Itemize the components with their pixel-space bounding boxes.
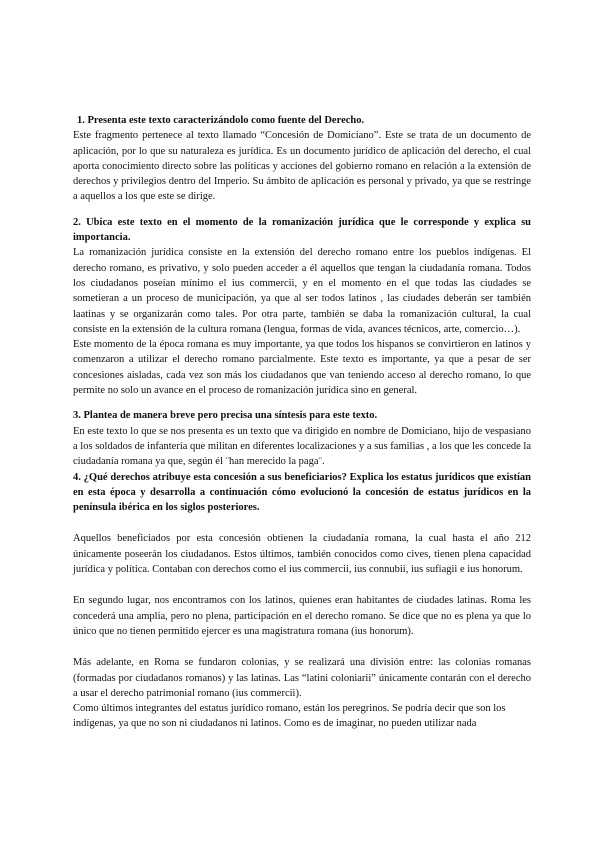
question-2-paragraph-1: La romanización jurídica consiste en la extensión del derecho romano entre los pueblos indígenas. El derecho romano, es privativo, y solo pueden acceder a él aquellos que tengan la ciudadanía romana. Todos los ciudadanos poseían mínimo el ius commercii, y en el momento en el que todas las ciudades se sometieran a un proceso de municipación, ya que al ser todos latinos , las ciudades deberán ser también laatinas y se organizarán como tales. Por otra parte, también se daba la romanización cultural, la cual consiste en la extensión de la cultura romana (lengua, formas de vida, avances técnicos, arte, comercio…). <box>73 247 531 335</box>
question-1-heading: 1. Presenta este texto caracterizándolo como fuente del Derecho. <box>77 115 365 126</box>
question-4-paragraph-2: En segundo lugar, nos encontramos con los latinos, quienes eran habitantes de ciudades latinas. Roma les concederá una amplia, pero no plena, participación en el derecho romano. Se dice que no es plena ya que lo único que no tienen permitido ejercer es una magistratura romana (ius honorum). <box>73 595 531 637</box>
document-body <box>73 113 531 732</box>
spacer <box>73 515 531 531</box>
question-4-paragraph-4: Como últimos integrantes del estatus jurídico romano, están los peregrinos. Se podría decir que son los indígenas, ya que no son ni ciudadanos ni latinos. Como es de imaginar, no pueden utilizar nada <box>73 703 506 730</box>
question-2-heading: 2. Ubica este texto en el momento de la romanización jurídica que le corresponde y explica su importancia. <box>73 216 531 244</box>
spacer <box>73 205 531 215</box>
question-4-heading: 4. ¿Qué derechos atribuye esta concesión a sus beneficiarios? Explica los estatus jurídicos que existían en esta época y desarrolla a continuación cómo evolucionó la concesión de estatus jurídicos en la península ibérica en los siglos posteriores. <box>73 471 531 514</box>
spacer <box>73 398 531 408</box>
question-1-section <box>73 113 531 205</box>
question-2-paragraph-2: Este momento de la época romana es muy importante, ya que todos los hispanos se convirtieron en latinos y comenzaron a utilizar el derecho romano parcialmente. Este texto es importante, ya que a pesar de ser concesiones aisladas, cada vez son más los ciudadanos que van teniendo acceso al derecho romano, lo que permite no solo un avance en el proceso de romanización jurídica sino en general. <box>73 339 531 397</box>
spacer <box>73 577 531 593</box>
question-1-paragraph: Este fragmento pertenece al texto llamado “Concesión de Domiciano”. Este se trata de un documento de aplicación, por lo que su naturaleza es jurídica. Es un documento jurídico de aplicación del derecho, el cual aporta conocimiento directo sobre las políticas y acciones del gobierno romano en relación a la extensión de derechos y privilegios dentro del Imperio. Su ámbito de aplicación es personal y privado, ya que se restringe a aquellos a los que este se dirige. <box>73 130 531 203</box>
question-4-section <box>73 470 531 732</box>
question-3-heading: 3. Plantea de manera breve pero precisa una síntesis para este texto. <box>73 410 378 422</box>
question-3-section <box>73 408 531 469</box>
question-3-paragraph: En este texto lo que se nos presenta es un texto que va dirigido en nombre de Domiciano, hijo de vespasiano a los soldados de infantería que militan en diferentes localizaciones y a sus familias , a los que les concede la ciudadanía romana ya que, según él ¨han merecido la paga¨. <box>73 425 531 468</box>
question-2-section <box>73 215 531 399</box>
spacer <box>73 639 531 655</box>
question-4-paragraph-1: Aquellos beneficiados por esta concesión obtienen la ciudadanía romana, la cual hasta el año 212 únicamente poseerán los ciudadanos. Estos últimos, también conocidos como cives, tienen plena capacidad jurídica y política. Contaban con derechos como el ius commercii, ius connubii, ius sufiagii e ius honorum. <box>73 533 531 576</box>
question-4-paragraph-3: Más adelante, en Roma se fundaron colonias, y se realizará una división entre: las colonias romanas (formadas por ciudadanos romanos) y las latinas. Las “latini coloniarii” únicamente contarán con el derecho a usar el derecho patrimonial romano (ius commercii). <box>73 657 531 699</box>
